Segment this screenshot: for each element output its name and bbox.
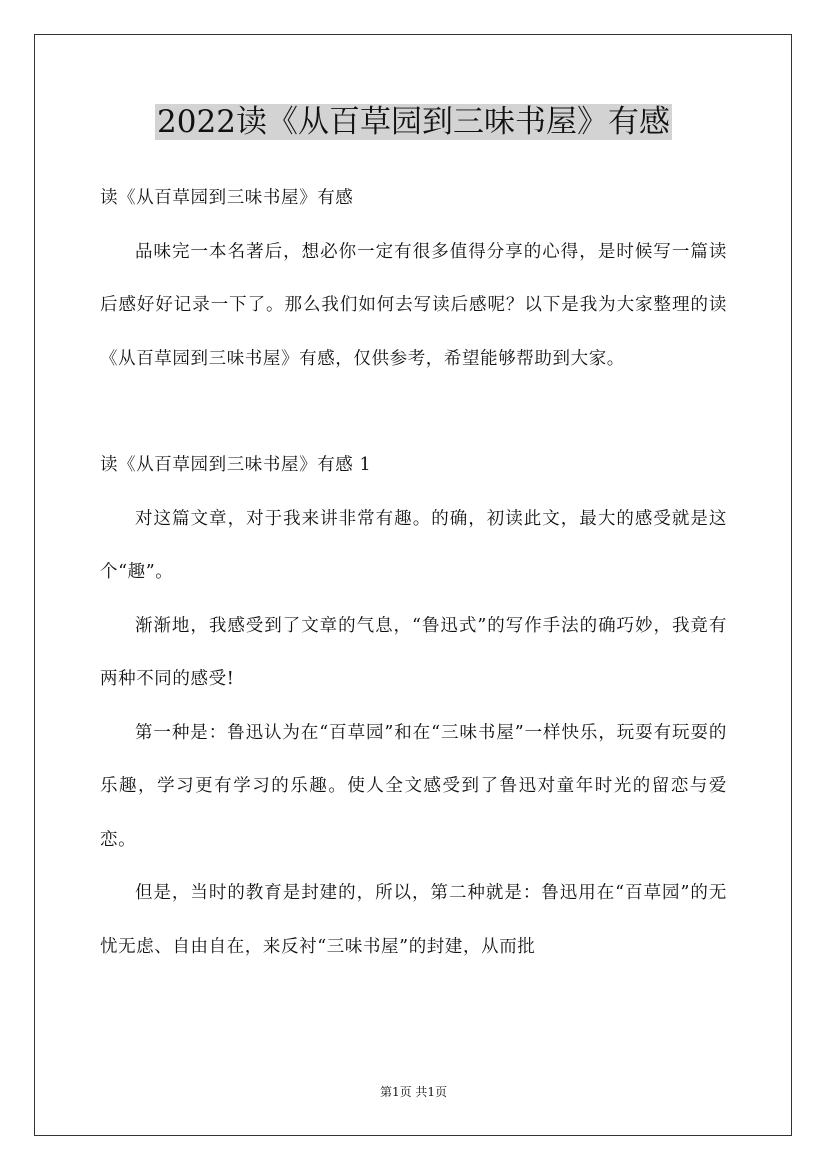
intro-heading: 读《从百草园到三味书屋》有感 bbox=[100, 188, 354, 208]
body-paragraph: 但是，当时的教育是封建的，所以，第二种就是：鲁迅用在“百草园”的无忧无虑、自由自在，来反衬“三味书屋”的封建，从而批 bbox=[100, 883, 727, 957]
section-heading: 读《从百草园到三味书屋》有感 1 bbox=[100, 455, 372, 475]
body-paragraph: 渐渐地，我感受到了文章的气息，“鲁迅式”的写作手法的确巧妙，我竟有两种不同的感受! bbox=[100, 615, 727, 689]
page-footer: 第1页 共1页 bbox=[379, 1085, 448, 1099]
title-text: 2022读《从百草园到三味书屋》有感 bbox=[157, 104, 670, 140]
body-paragraph: 第一种是：鲁迅认为在“百草园”和在“三味书屋”一样快乐，玩耍有玩耍的乐趣，学习更有学习的乐趣。使人全文感受到了鲁迅对童年时光的留恋与爱恋。 bbox=[100, 722, 727, 850]
body-paragraph: 对这篇文章，对于我来讲非常有趣。的确，初读此文，最大的感受就是这个“趣”。 bbox=[100, 508, 727, 582]
document-body bbox=[100, 172, 727, 974]
document-title bbox=[0, 100, 827, 144]
intro-paragraph: 品味完一本名著后，想必你一定有很多值得分享的心得，是时候写一篇读后感好好记录一下了。那么我们如何去写读后感呢？以下是我为大家整理的读《从百草园到三味书屋》有感，仅供参考，希望能够帮助到大家。 bbox=[100, 241, 727, 369]
